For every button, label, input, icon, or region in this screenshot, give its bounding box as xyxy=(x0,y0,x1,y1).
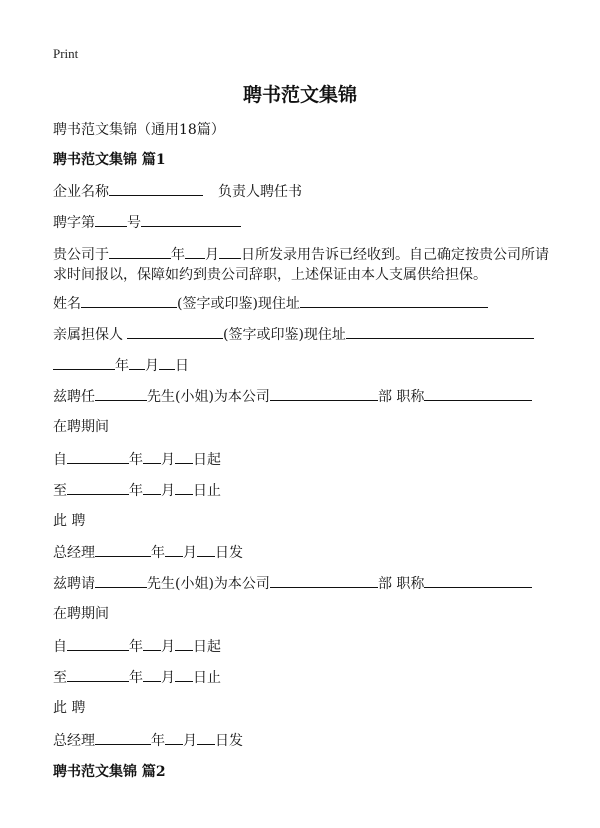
relative-label: 亲属担保人 xyxy=(53,327,123,343)
blank xyxy=(95,730,151,745)
blank xyxy=(165,730,183,745)
text: 日止 xyxy=(193,483,221,499)
text: 月 xyxy=(161,639,175,655)
blank xyxy=(346,324,534,339)
name-line xyxy=(53,293,488,314)
blank xyxy=(175,636,193,651)
from-date-line-2 xyxy=(53,636,221,657)
blank xyxy=(95,212,127,227)
blank xyxy=(141,212,241,227)
blank xyxy=(165,542,183,557)
hao-label: 号 xyxy=(127,215,141,231)
text: 总经理 xyxy=(53,733,95,749)
blank xyxy=(95,542,151,557)
text: 年 xyxy=(129,670,143,686)
appoint-line-2 xyxy=(53,573,532,594)
to-date-line xyxy=(53,480,221,501)
blank xyxy=(95,386,147,401)
text: 总经理 xyxy=(53,545,95,561)
text: 日发 xyxy=(215,545,243,561)
text: 至 xyxy=(53,670,67,686)
blank xyxy=(81,293,177,308)
relative-guarantor-line xyxy=(53,324,534,345)
text: 日起 xyxy=(193,639,221,655)
sign-label: (签字或印鉴)现住址 xyxy=(177,296,300,312)
blank xyxy=(109,181,203,196)
blank xyxy=(270,386,378,401)
hereby-label-2: 此 聘 xyxy=(53,700,86,716)
section-heading-2: 聘书范文集锦 篇2 xyxy=(53,764,166,780)
text: 自 xyxy=(53,452,67,468)
text: 日起 xyxy=(193,452,221,468)
company-name-line xyxy=(53,181,302,202)
from-date-line xyxy=(53,449,221,470)
text: 年 xyxy=(129,483,143,499)
blank xyxy=(175,667,193,682)
gm-issue-line-2 xyxy=(53,730,243,751)
responsible-label: 负责人聘任书 xyxy=(218,184,302,200)
blank xyxy=(219,244,241,259)
blank xyxy=(67,636,129,651)
to-date-line-2 xyxy=(53,667,221,688)
blank xyxy=(197,542,215,557)
print-link[interactable]: Print xyxy=(53,46,79,61)
blank xyxy=(127,324,223,339)
document-title: 聘书范文集锦 xyxy=(242,84,357,106)
blank xyxy=(270,573,378,588)
text: 部 职称 xyxy=(377,576,425,592)
blank xyxy=(95,573,147,588)
hire-number-line xyxy=(53,212,241,233)
blank xyxy=(109,244,171,259)
period-label-2: 在聘期间 xyxy=(53,606,109,622)
hereby-label: 此 聘 xyxy=(53,513,86,529)
blank xyxy=(53,355,115,370)
hire-no-label: 聘字第 xyxy=(53,215,95,231)
document-subtitle: 聘书范文集锦（通用18篇） xyxy=(53,122,225,138)
acceptance-paragraph xyxy=(53,244,549,285)
company-name-label: 企业名称 xyxy=(53,184,109,200)
sign-label: (签字或印鉴)现住址 xyxy=(223,327,346,343)
text: 月 xyxy=(145,358,159,374)
blank xyxy=(185,244,205,259)
text: 年 xyxy=(151,545,165,561)
text: 自 xyxy=(53,639,67,655)
blank xyxy=(159,355,175,370)
text: 日 xyxy=(175,358,189,374)
blank xyxy=(424,573,532,588)
text: 日发 xyxy=(215,733,243,749)
text: 所发录用告诉已经收到。自己确定按贵公司所请求时间报以，保障如约到贵公司辞职，上述保证由本人支属供给担保。 xyxy=(53,247,549,283)
text: 月 xyxy=(183,545,197,561)
blank xyxy=(175,449,193,464)
text: 年 xyxy=(151,733,165,749)
text: 先生(小姐)为本公司 xyxy=(147,389,270,405)
text: 先生(小姐)为本公司 xyxy=(147,576,270,592)
text: 年 xyxy=(171,247,185,263)
blank xyxy=(143,667,161,682)
text: 月 xyxy=(161,483,175,499)
text: 兹聘任 xyxy=(53,389,95,405)
blank xyxy=(67,449,129,464)
blank xyxy=(197,730,215,745)
text: 至 xyxy=(53,483,67,499)
date-line xyxy=(53,355,189,376)
name-label: 姓名 xyxy=(53,296,81,312)
text: 日止 xyxy=(193,670,221,686)
text: 年 xyxy=(129,639,143,655)
text: 年 xyxy=(129,452,143,468)
text: 月 xyxy=(183,733,197,749)
period-label: 在聘期间 xyxy=(53,419,109,435)
text: 月 xyxy=(161,670,175,686)
text: 贵公司于 xyxy=(53,247,109,263)
text: 月 xyxy=(161,452,175,468)
appoint-line xyxy=(53,386,532,407)
text: 月 xyxy=(205,247,219,263)
blank xyxy=(143,480,161,495)
blank xyxy=(67,480,129,495)
blank xyxy=(129,355,145,370)
text: 部 职称 xyxy=(377,389,425,405)
blank xyxy=(143,449,161,464)
blank xyxy=(424,386,532,401)
text: 日 xyxy=(241,247,255,263)
text: 年 xyxy=(115,358,129,374)
blank xyxy=(143,636,161,651)
blank xyxy=(175,480,193,495)
blank xyxy=(67,667,129,682)
blank xyxy=(300,293,488,308)
gm-issue-line xyxy=(53,542,243,563)
text: 兹聘请 xyxy=(53,576,95,592)
section-heading-1: 聘书范文集锦 篇1 xyxy=(53,152,166,168)
